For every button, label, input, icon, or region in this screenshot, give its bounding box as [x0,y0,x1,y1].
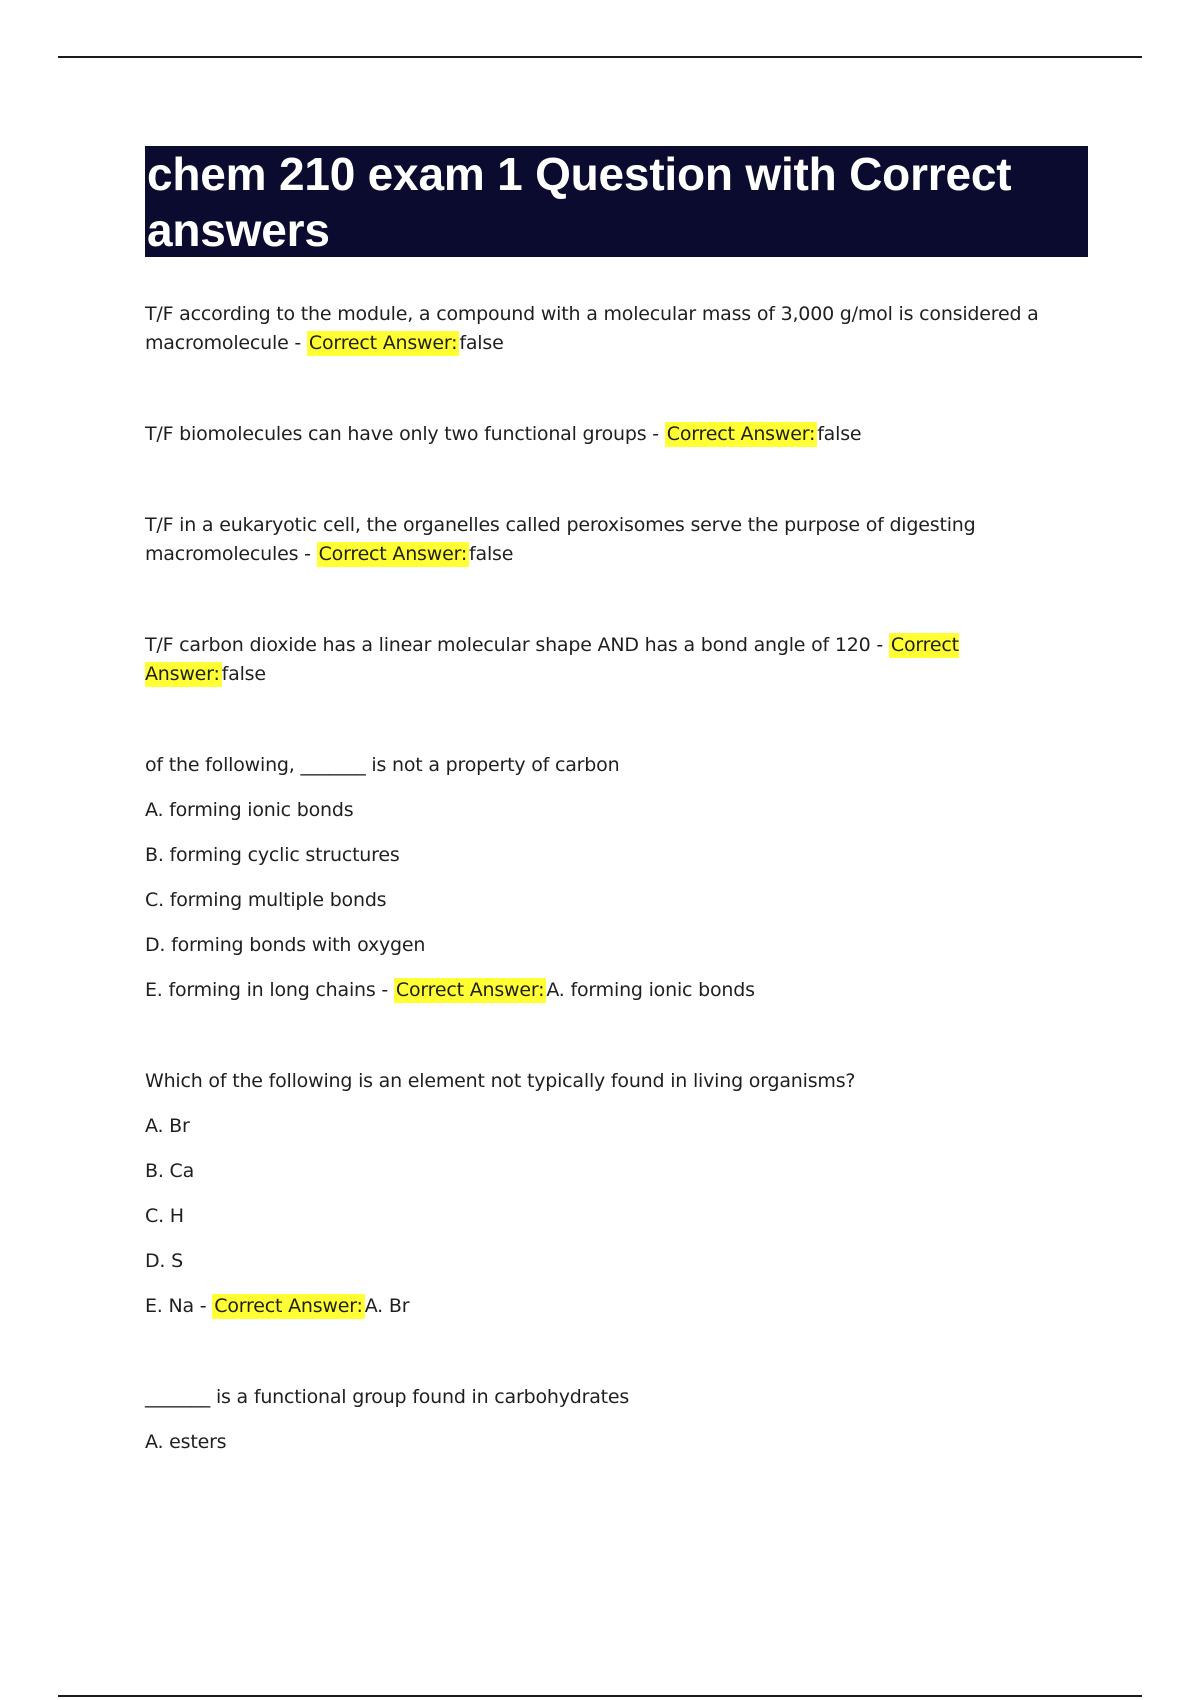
correct-answer-label: Correct Answer: [666,423,816,445]
question-4-answer: false [221,663,266,685]
correct-answer-label: Correct Answer: [308,332,458,354]
top-rule [58,56,1142,58]
correct-answer-label: Correct Answer: [318,543,468,565]
question-6-answer-line [145,1292,1075,1321]
question-7 [145,1383,1075,1457]
correct-answer-label: Correct Answer: [145,634,959,685]
question-4-text: T/F carbon dioxide has a linear molecular shape AND has a bond angle of 120 - [145,634,889,656]
question-2-answer: false [817,423,862,445]
question-3-answer: false [469,543,514,565]
question-5-answer-line [145,976,1075,1005]
question-6-option: B. Ca [145,1160,195,1182]
question-6-stem: Which of the following is an element not typically found in living organisms? [145,1070,856,1092]
question-6-option: D. S [145,1250,183,1272]
question-1-answer: false [459,332,504,354]
question-3 [145,511,1075,569]
question-4-answer-line [145,631,1075,689]
question-3-text: T/F in a eukaryotic cell, the organelles called peroxisomes serve the purpose of digesting [145,514,976,536]
question-1-answer-line [145,329,1075,358]
question-6-option: E. Na - [145,1295,213,1317]
question-2 [145,420,1075,449]
question-7-stem: _______ is a functional group found in carbohydrates [145,1386,630,1408]
question-7-option: A. esters [145,1431,227,1453]
question-5-option: A. forming ionic bonds [145,799,354,821]
question-list [145,300,1075,1457]
question-5 [145,751,1075,1005]
question-6-option: C. H [145,1205,184,1227]
question-5-stem: of the following, _______ is not a property of carbon [145,754,620,776]
question-6-answer: A. Br [364,1295,410,1317]
correct-answer-label: Correct Answer: [214,1295,363,1317]
question-1 [145,300,1075,358]
question-1-text-cont: macromolecule - [145,332,307,354]
question-6 [145,1067,1075,1321]
question-2-answer-line [145,420,1075,449]
question-3-text-cont: macromolecules - [145,543,317,565]
question-6-option: A. Br [145,1115,190,1137]
question-5-option: B. forming cyclic structures [145,844,400,866]
question-3-answer-line [145,540,1075,569]
question-5-answer: A. forming ionic bonds [546,979,755,1001]
correct-answer-label: Correct Answer: [395,979,545,1001]
document-title: chem 210 exam 1 Question with Correct answers [147,148,1012,256]
question-4 [145,631,1075,689]
question-5-option: D. forming bonds with oxygen [145,934,426,956]
question-5-option: E. forming in long chains - [145,979,394,1001]
question-2-text: T/F biomolecules can have only two functional groups - [145,423,665,445]
bottom-rule [58,1695,1142,1697]
title-banner [145,146,1088,257]
question-5-option: C. forming multiple bonds [145,889,387,911]
question-1-text: T/F according to the module, a compound with a molecular mass of 3,000 g/mol is considered a [145,303,1039,325]
